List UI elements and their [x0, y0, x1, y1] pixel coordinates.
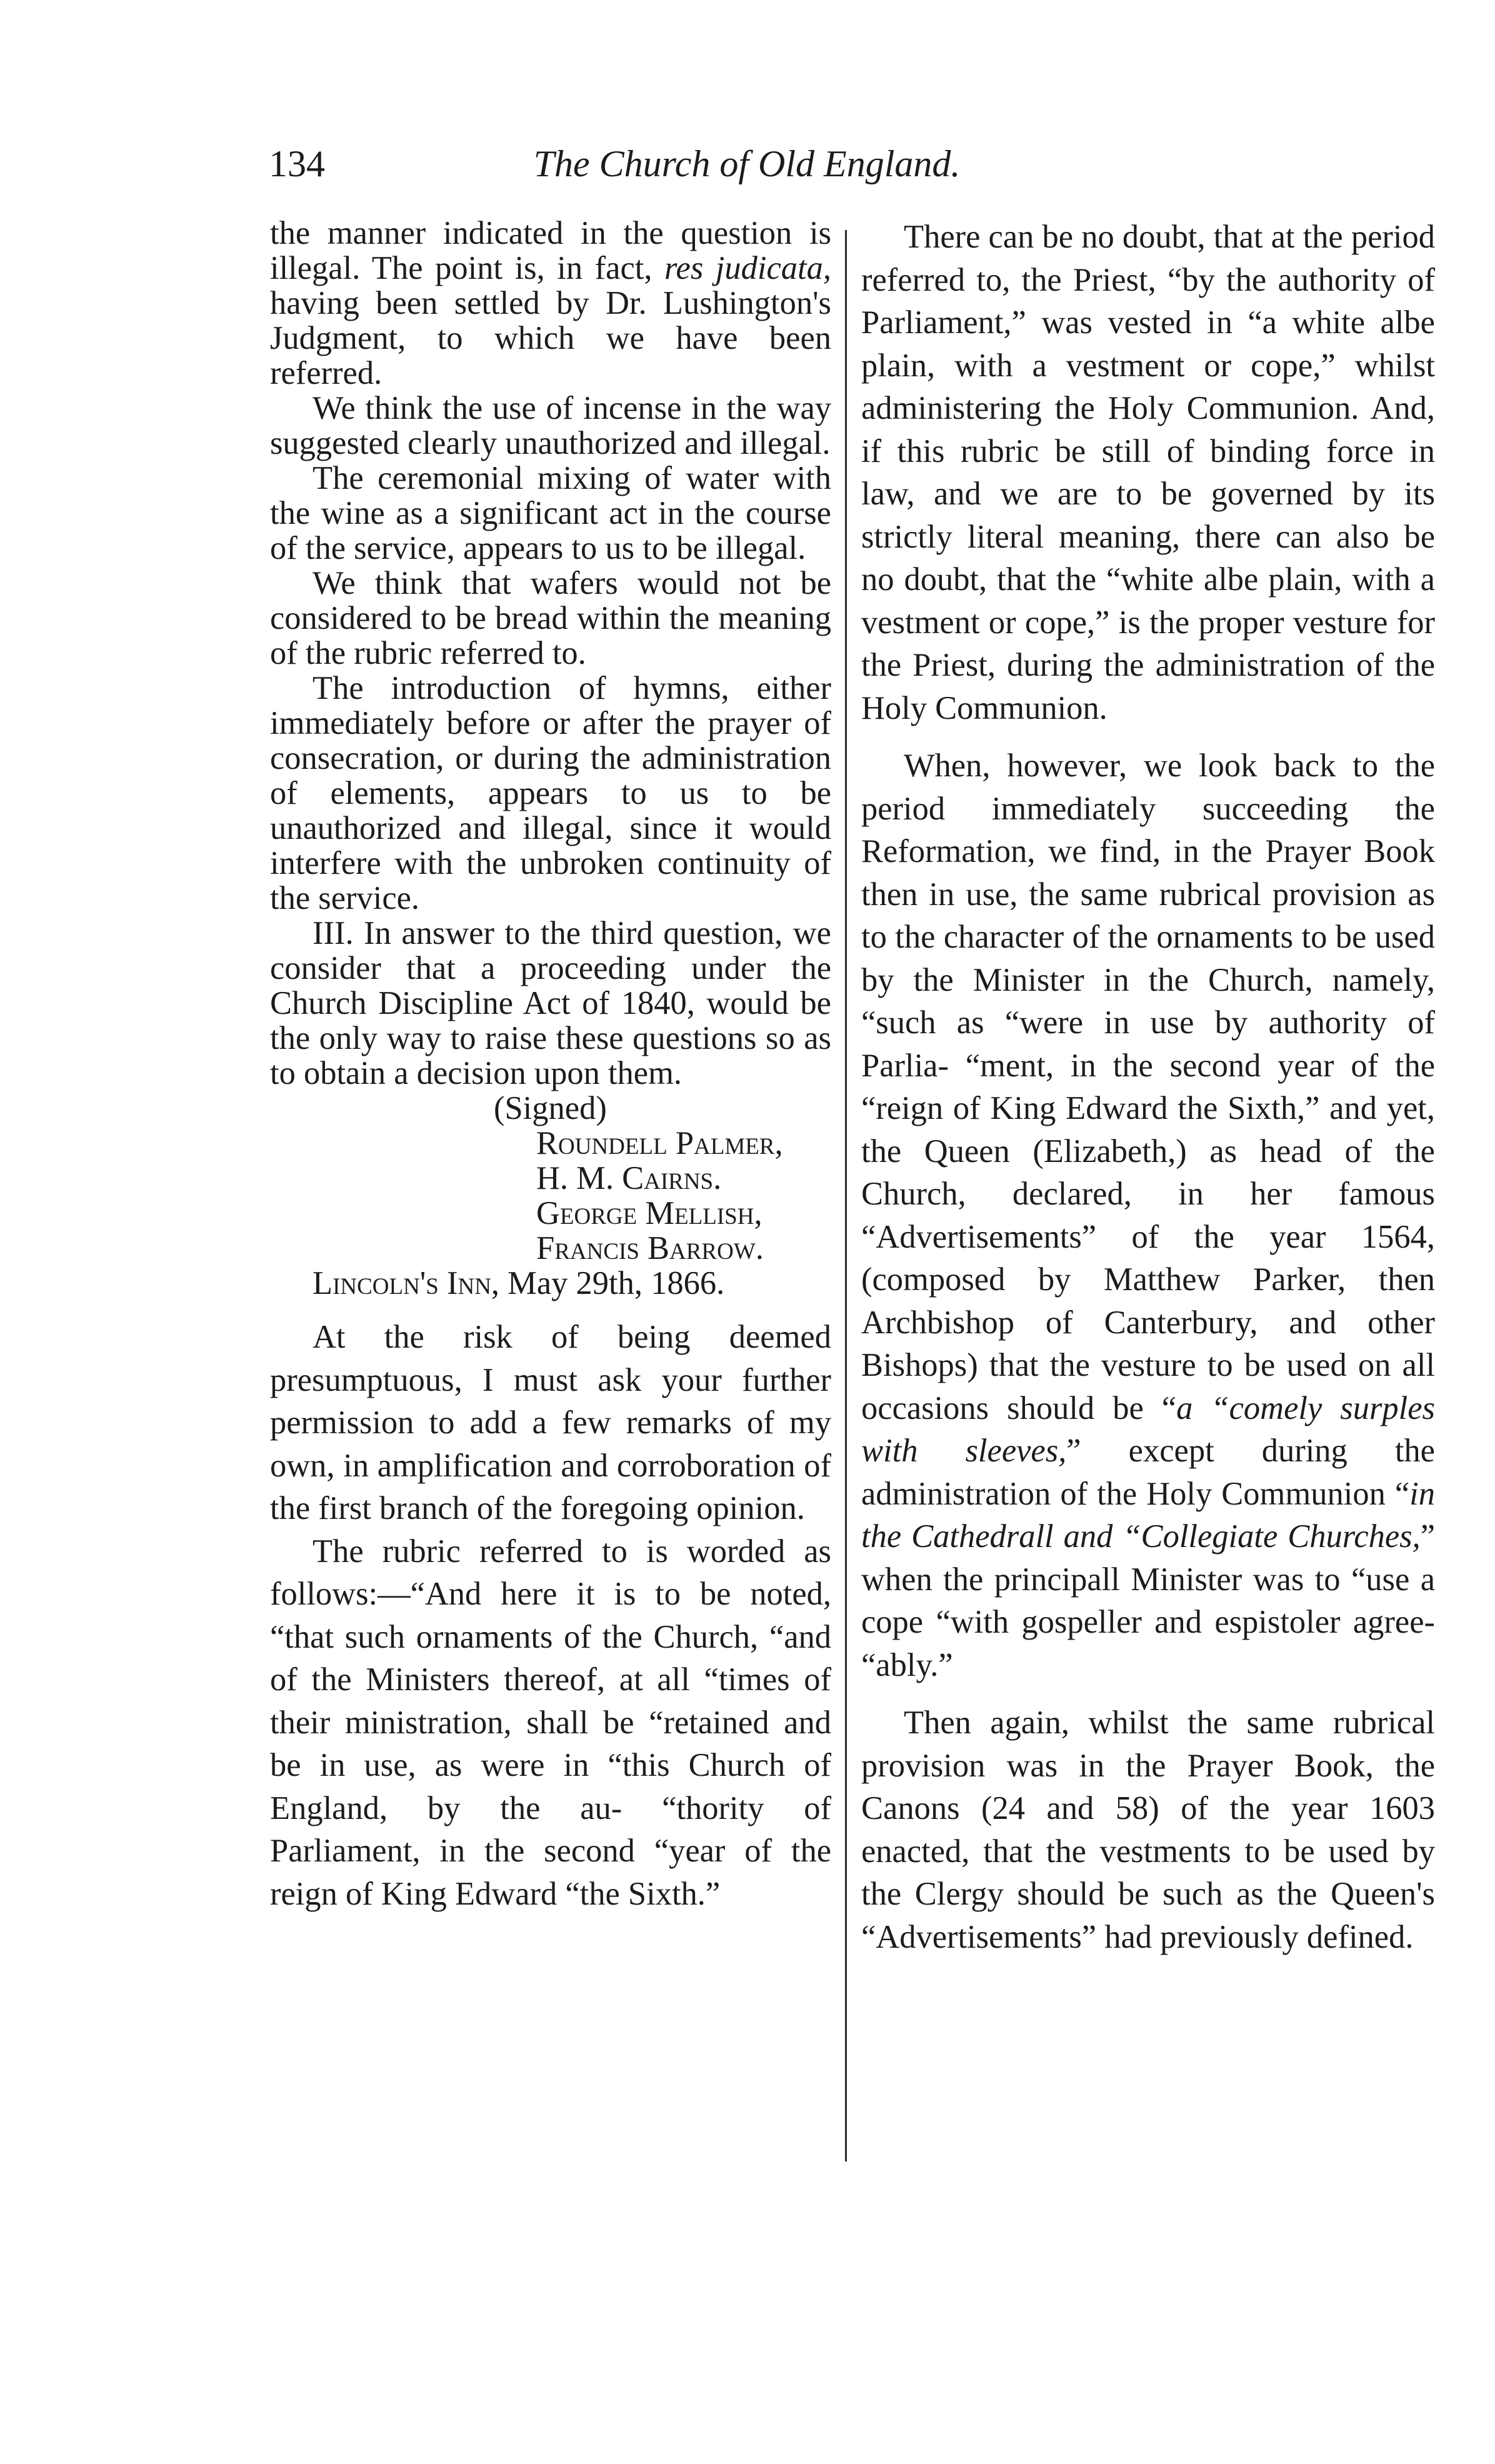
right-column — [861, 216, 1435, 1958]
place-date: Lincoln's Inn, May 29th, 1866. — [312, 1265, 725, 1301]
signatory: Roundell Palmer, — [536, 1125, 783, 1161]
left-paragraph-7: At the risk of being deemed presumptuous, I must ask your further permission to add a few remarks of my own, in amplification and corroboration of the first branch of the foregoing opinion. — [270, 1319, 831, 1526]
left-paragraph-3: The ceremonial mixing of water with the wine as a significant act in the course of the service, appears to us to be illegal. — [270, 460, 831, 566]
signed-label: (Signed) — [494, 1090, 607, 1126]
signatory: George Mellish, — [536, 1195, 762, 1231]
page-number: 134 — [269, 143, 325, 184]
left-paragraph-2: We think the use of incense in the way suggested clearly unauthorized and illegal. — [270, 390, 831, 461]
left-paragraph-4: We think that wafers would not be considered to be bread within the meaning of the rubric referred to. — [270, 565, 831, 671]
left-paragraph-8: The rubric referred to is worded as follows:—“And here it is to be noted, “that such ornaments of the Church, “and of the Ministers thereof, at all “times of their ministration, shall be “retained and be in use, as were in “this Church of England, by the au- “thority of Parliament, in the second “year of the reign of King Edward “the Sixth.” — [270, 1533, 831, 1912]
signatory: H. M. Cairns. — [536, 1160, 722, 1196]
left-paragraph-6: III. In answer to the third question, we consider that a proceeding under the Church Discipline Act of 1840, would be the only way to raise these questions so as to obtain a decision upon them. — [270, 915, 831, 1091]
left-column — [270, 216, 831, 1915]
left-paragraph-1: the manner indicated in the question is illegal. The point is, in fact, res judicata, having been settled by Dr. Lushington's Judgment, to which we have been referred. — [270, 215, 831, 391]
signatory: Francis Barrow. — [536, 1230, 764, 1266]
left-paragraph-5: The introduction of hymns, either immediately before or after the prayer of consecration, or during the administration of elements, appears to us to be unauthorized and illegal, since it would interfere with the unbroken continuity of the service. — [270, 670, 831, 916]
right-paragraph-1: There can be no doubt, that at the period referred to, the Priest, “by the authority of Parliament,” was vested in “a white albe plain, with a vestment or cope,” whilst administering the Holy Communion. And, if this rubric be still of binding force in law, and we are to be governed by its strictly literal meaning, there can also be no doubt, that the “white albe plain, with a vestment or cope,” is the proper vesture for the Priest, during the administration of the Holy Communion. — [861, 219, 1435, 726]
column-divider — [845, 230, 847, 2161]
right-paragraph-2: When, however, we look back to the period immediately succeeding the Reformation, we find, in the Prayer Book then in use, the same rubrical provision as to the character of the ornaments to be used by the Minister in the Church, namely, “such as “were in use by authority of Parlia- “ment, in the second year of the “reign of King Edward the Sixth,” and yet, the Queen (Elizabeth,) as head of the Church, declared, in her famous “Advertisements” of the year 1564, (composed by Matthew Parker, then Archbishop of Canterbury, and other Bishops) that the vesture to be used on all occasions should be “a “comely surples with sleeves,” except during the administration of the Holy Communion “in the Cathedrall and “Collegiate Churches,” when the principall Minister was to “use a cope “with gospeller and espistoler agree- “ably.” — [861, 748, 1435, 1683]
page-header — [269, 143, 1162, 199]
right-paragraph-3: Then again, whilst the same rubrical provision was in the Prayer Book, the Canons (24 and 58) of the year 1603 enacted, that the vestments to be used by the Clergy should be such as the Queen's “Advertisements” had previously defined. — [861, 1705, 1435, 1955]
running-title: The Church of Old England. — [533, 143, 961, 184]
